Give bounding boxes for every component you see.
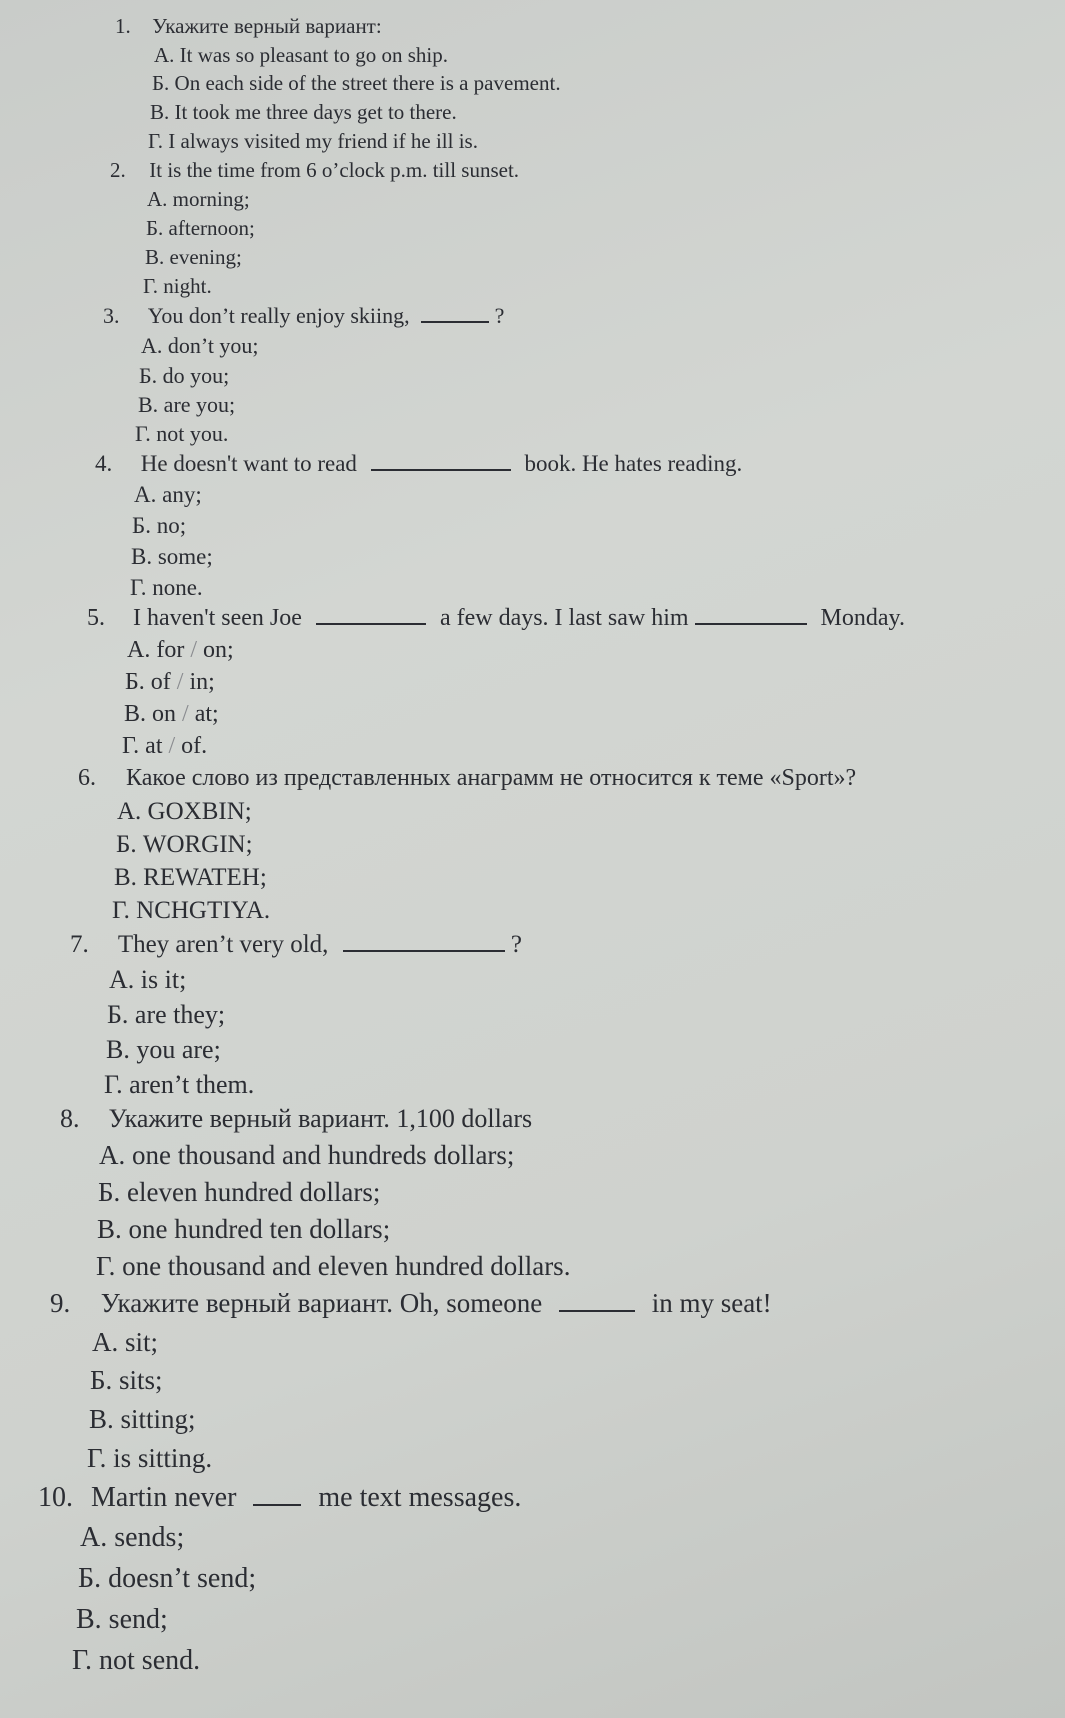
option-v[interactable]: В. send; <box>76 1604 168 1635</box>
option-v[interactable]: В. one hundred ten dollars; <box>97 1214 391 1244</box>
question-text: I haven't seen Joe <box>133 605 302 631</box>
option-g[interactable]: Г. not you. <box>135 421 229 446</box>
answer-blank-2 <box>695 622 807 625</box>
option-v[interactable]: В. some; <box>131 544 213 569</box>
question-number: 10. <box>38 1482 73 1513</box>
option-b[interactable]: Б. afternoon; <box>146 216 255 240</box>
question-8 <box>60 1104 532 1134</box>
question-5 <box>87 605 905 632</box>
question-number: 8. <box>60 1104 80 1133</box>
option-a[interactable] <box>127 637 234 664</box>
question-number: 9. <box>50 1288 71 1318</box>
option-b[interactable]: Б. doesn’t send; <box>78 1563 257 1594</box>
option-g[interactable]: Г. not send. <box>72 1645 201 1676</box>
option-a[interactable]: A. morning; <box>147 187 250 211</box>
option-g[interactable]: Г. night. <box>143 274 212 298</box>
question-text-end: me text messages. <box>318 1482 522 1513</box>
option-a[interactable]: A. don’t you; <box>141 333 259 358</box>
option-g[interactable]: Г. I always visited my friend if he ill is. <box>148 129 478 153</box>
question-2 <box>110 158 519 183</box>
option-a[interactable]: A. sends; <box>80 1522 185 1553</box>
question-text-end: Monday. <box>820 605 905 631</box>
answer-blank <box>421 320 489 323</box>
question-text: Martin never <box>91 1482 237 1513</box>
option-part-2: in; <box>189 669 215 695</box>
question-text-end: ? <box>494 303 505 328</box>
option-b[interactable]: Б. WORGIN; <box>116 831 253 858</box>
option-a[interactable]: A. one thousand and hundreds dollars; <box>99 1140 515 1170</box>
option-part-1: A. for <box>127 637 185 663</box>
question-text-middle: a few days. I last saw him <box>439 605 689 631</box>
answer-blank <box>253 1503 301 1506</box>
question-text-end: book. He hates reading. <box>524 451 743 476</box>
question-text-end: ? <box>510 931 522 958</box>
option-part-1: В. on <box>124 701 177 727</box>
option-v[interactable]: В. sitting; <box>89 1404 196 1434</box>
option-a[interactable]: A. sit; <box>92 1327 159 1357</box>
option-part-1: Б. of <box>125 669 171 695</box>
question-text: You don’t really enjoy skiing, <box>147 303 410 328</box>
question-number: 3. <box>103 303 120 328</box>
question-10 <box>38 1482 521 1514</box>
slash-separator: / <box>190 637 197 663</box>
answer-blank <box>559 1309 635 1312</box>
option-v[interactable] <box>124 701 219 728</box>
option-part-2: on; <box>203 637 234 663</box>
question-number: 2. <box>110 158 126 182</box>
question-text: Укажите верный вариант. 1,100 dollars <box>108 1104 533 1133</box>
option-v[interactable]: В. It took me three days get to there. <box>150 100 457 124</box>
answer-blank <box>343 949 505 952</box>
option-b[interactable]: Б. do you; <box>139 363 230 388</box>
option-part-2: of. <box>181 733 208 759</box>
question-text: Укажите верный вариант. Oh, someone <box>100 1288 543 1318</box>
question-text: They aren’t very old, <box>117 931 329 958</box>
question-number: 4. <box>95 451 113 476</box>
slash-separator: / <box>168 733 176 759</box>
question-7 <box>70 931 522 959</box>
option-g[interactable]: Г. one thousand and eleven hundred dollars. <box>96 1251 571 1281</box>
option-g[interactable]: Г. NCHGTIYA. <box>112 897 271 924</box>
question-number: 1. <box>115 14 131 38</box>
question-number: 6. <box>78 765 96 791</box>
option-g[interactable]: Г. is sitting. <box>87 1443 213 1473</box>
option-v[interactable]: В. evening; <box>145 245 242 269</box>
option-b[interactable]: Б. sits; <box>90 1365 163 1395</box>
question-text: He doesn't want to read <box>140 451 357 476</box>
option-v[interactable]: В. REWATEH; <box>114 864 267 891</box>
answer-blank-1 <box>316 622 426 625</box>
option-a[interactable]: A. is it; <box>109 965 187 994</box>
question-6 <box>78 765 856 792</box>
option-a[interactable]: A. It was so pleasant to go on ship. <box>154 43 448 67</box>
option-v[interactable]: В. are you; <box>138 392 236 417</box>
question-text: Какое слово из представленных анаграмм не относится к теме «Sport»? <box>126 765 857 791</box>
option-a[interactable]: A. any; <box>134 482 202 507</box>
question-number: 5. <box>87 605 105 631</box>
option-g[interactable]: Г. aren’t them. <box>104 1070 255 1099</box>
option-a[interactable]: A. GOXBIN; <box>117 798 252 825</box>
question-text: Укажите верный вариант: <box>152 14 382 38</box>
option-b[interactable]: Б. On each side of the street there is a pavement. <box>152 71 561 95</box>
slash-separator: / <box>182 701 189 727</box>
answer-blank <box>371 468 511 471</box>
option-b[interactable]: Б. no; <box>132 513 187 538</box>
option-b[interactable]: Б. eleven hundred dollars; <box>98 1177 381 1207</box>
option-g[interactable] <box>122 733 207 760</box>
option-v[interactable]: В. you are; <box>106 1035 221 1064</box>
question-text: It is the time from 6 o’clock p.m. till sunset. <box>149 158 520 182</box>
question-1 <box>115 14 382 39</box>
question-text-end: in my seat! <box>651 1288 772 1318</box>
question-9 <box>50 1288 772 1319</box>
option-b[interactable] <box>125 669 215 696</box>
question-3 <box>103 303 504 329</box>
question-number: 7. <box>70 931 89 958</box>
option-part-1: Г. at <box>122 733 163 759</box>
option-g[interactable]: Г. none. <box>130 575 203 600</box>
option-part-2: at; <box>194 701 219 727</box>
slash-separator: / <box>176 669 184 695</box>
option-b[interactable]: Б. are they; <box>107 1000 226 1029</box>
question-4 <box>95 451 742 477</box>
